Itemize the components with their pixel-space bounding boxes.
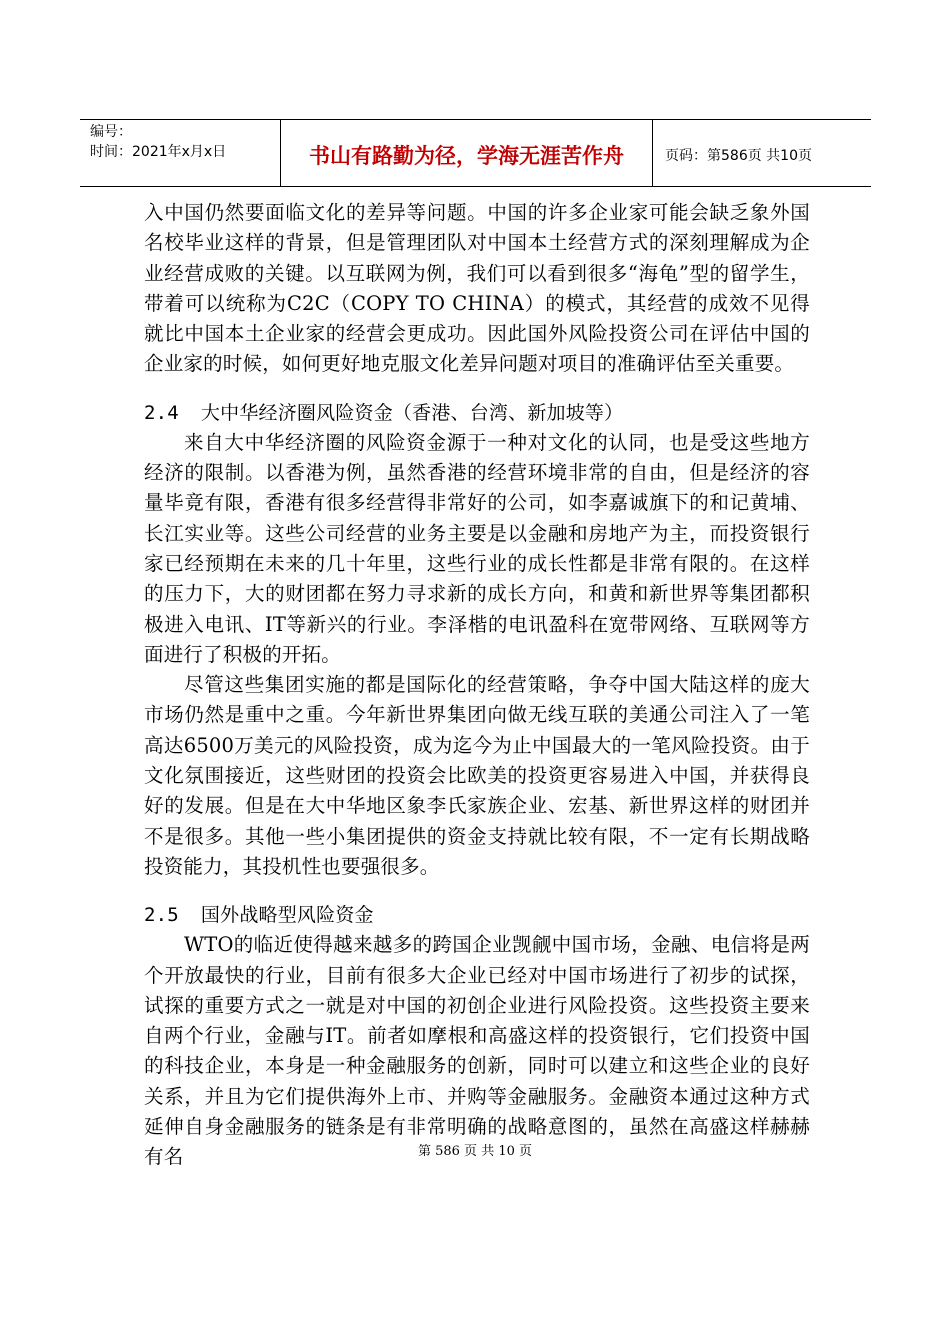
document-body — [144, 198, 810, 1173]
paragraph: 入中国仍然要面临文化的差异等问题。中国的许多企业家可能会缺乏象外国名校毕业这样的背景，但是管理团队对中国本土经营方式的深刻理解成为企业经营成败的关键。以互联网为例，我们可以看到很多“海龟”型的留学生，带着可以统称为C2C（COPY TO CHINA）的模式，其经营的成效不见得就比中国本土企业家的经营会更成功。因此国外风险投资公司在评估中国的企业家的时候，如何更好地克服文化差异问题对项目的准确评估至关重要。 — [144, 201, 810, 376]
section-title: 大中华经济圈风险资金（香港、台湾、新加坡等） — [200, 401, 624, 424]
paragraph: 来自大中华经济圈的风险资金源于一种对文化的认同，也是受这些地方经济的限制。以香港为例，虽然香港的经营环境非常的自由，但是经济的容量毕竟有限，香港有很多经营得非常好的公司，如李嘉诚旗下的和记黄埔、长江实业等。这些公司经营的业务主要是以金融和房地产为主，而投资银行家已经预期在未来的几十年里，这些行业的成长性都是非常有限的。在这样的压力下，大的财团都在努力寻求新的成长方向，和黄和新世界等集团都积极进入电讯、IT等新兴的行业。李泽楷的电讯盈科在宽带网络、互联网等方面进行了积极的开拓。 — [144, 430, 810, 666]
paragraph: 尽管这些集团实施的都是国际化的经营策略，争夺中国大陆这样的庞大市场仍然是重中之重。今年新世界集团向做无线互联的美通公司注入了一笔高达6500万美元的风险投资，成为迄今为止中国最大的一笔风险投资。由于文化氛围接近，这些财团的投资会比欧美的投资更容易进入中国，并获得良好的发展。但是在大中华地区象李氏家族企业、宏基、新世界这样的财团并不是很多。其他一些小集团提供的资金支持就比较有限，不一定有长期战略投资能力，其投机性也要强很多。 — [144, 673, 810, 878]
section-title: 国外战略型风险资金 — [200, 904, 374, 927]
page-footer: 第 586 页 共 10 页 — [417, 1144, 533, 1159]
document-header — [80, 119, 871, 187]
header-meta — [80, 120, 281, 186]
section-heading-2-5 — [144, 900, 810, 930]
document-date: 时间：2021年x月x日 — [90, 144, 227, 160]
section-number: 2.4 — [144, 401, 179, 424]
paragraph: WTO的临近使得越来越多的跨国企业觊觎中国市场，金融、电信将是两个开放最快的行业，目前有很多大企业已经对中国市场进行了初步的试探，试探的重要方式之一就是对中国的初创企业进行风险投资。这些投资主要来自两个行业，金融与IT。前者如摩根和高盛这样的投资银行，它们投资中国的科技企业，本身是一种金融服务的创新，同时可以建立和这些企业的良好关系，并且为它们提供海外上市、并购等金融服务。金融资本通过这种方式延伸自身金融服务的链条是有非常明确的战略意图的，虽然在高盛这样赫赫有名 — [144, 933, 810, 1169]
document-number-label: 编号： — [90, 124, 132, 140]
section-number: 2.5 — [144, 904, 179, 927]
header-page-info: 页码：第586页 共10页 — [665, 148, 812, 164]
header-motto: 书山有路勤为径，学海无涯苦作舟 — [281, 120, 653, 186]
section-heading-2-4 — [144, 398, 810, 428]
